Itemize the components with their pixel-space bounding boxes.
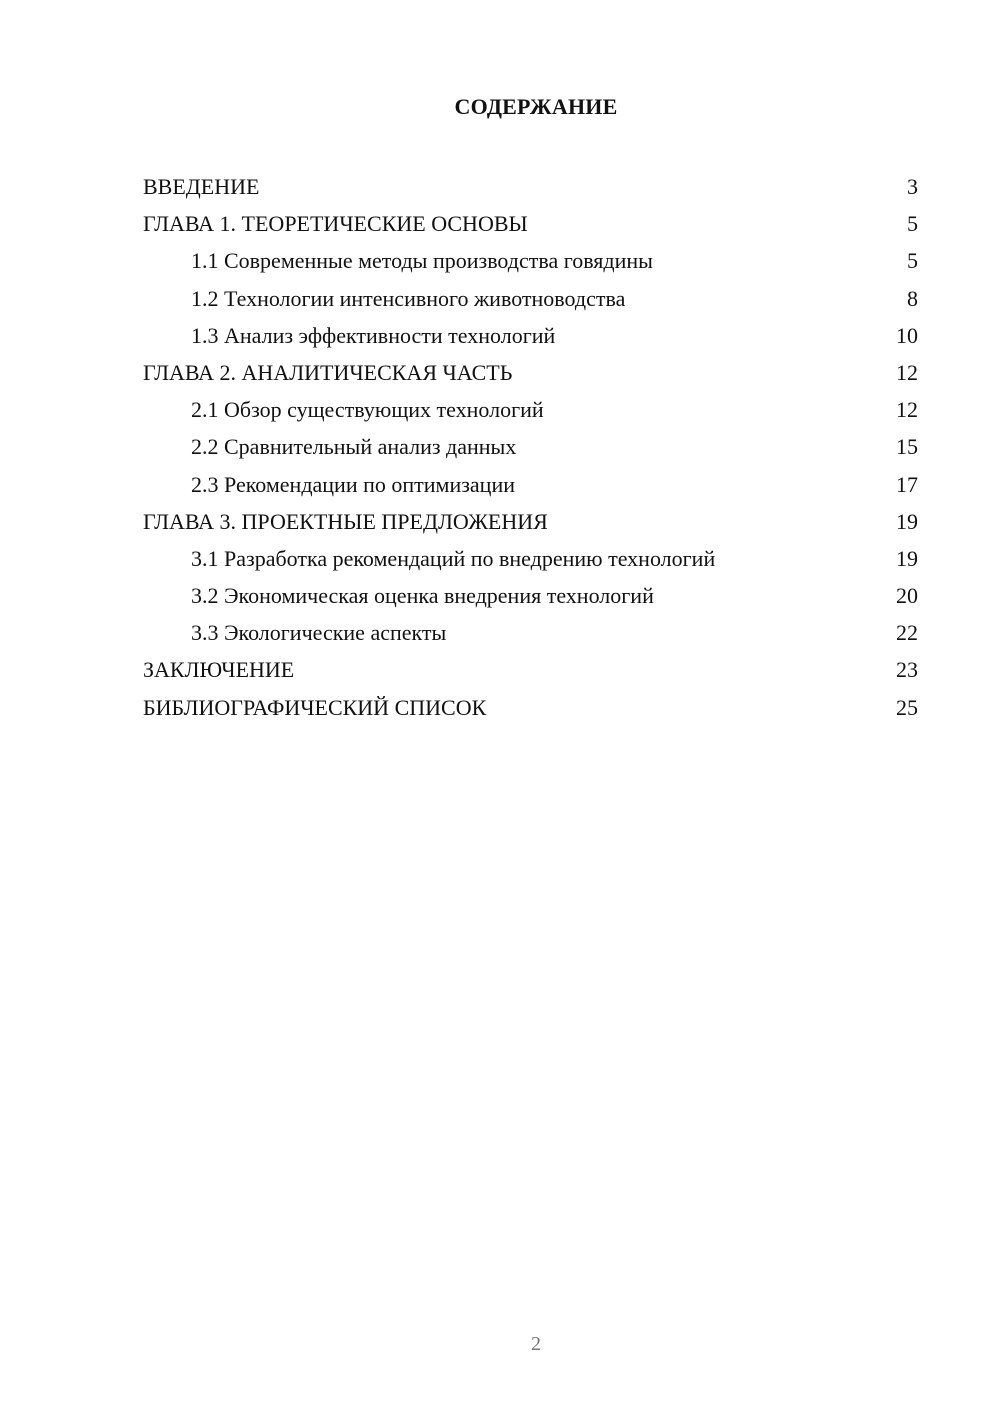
toc-entry-label: ГЛАВА 3. ПРОЕКТНЫЕ ПРЕДЛОЖЕНИЯ	[143, 508, 548, 534]
toc-entry-section-3-3[interactable]	[143, 614, 918, 651]
toc-entry-label: 2.3 Рекомендации по оптимизации	[191, 471, 516, 497]
toc-entry-label: ВВЕДЕНИЕ	[143, 174, 260, 199]
page-title: СОДЕРЖАНИЕ	[454, 94, 618, 119]
toc-entry-bibliography[interactable]	[143, 689, 918, 726]
toc-entry-section-3-1[interactable]	[143, 540, 918, 577]
toc-entry-page: 20	[896, 583, 918, 609]
toc-entry-page: 12	[896, 397, 918, 423]
toc-entry-label: ГЛАВА 2. АНАЛИТИЧЕСКАЯ ЧАСТЬ	[143, 359, 513, 385]
toc-entry-section-2-2[interactable]	[143, 428, 918, 465]
toc-entry-introduction[interactable]	[143, 168, 918, 205]
toc-entry-page: 15	[896, 434, 918, 460]
toc-entry-page: 12	[896, 359, 918, 385]
toc-entry-page: 5	[907, 248, 918, 274]
toc-entry-page: 19	[896, 508, 918, 534]
toc-entry-label: 1.3 Анализ эффективности технологий	[191, 322, 556, 348]
toc-entry-label: 3.2 Экономическая оценка внедрения технологий	[191, 583, 654, 609]
toc-entry-page: 10	[896, 322, 918, 348]
toc-entry-label: ГЛАВА 1. ТЕОРЕТИЧЕСКИЕ ОСНОВЫ	[143, 211, 528, 237]
toc-entry-section-3-2[interactable]	[143, 577, 918, 614]
toc-entry-section-2-1[interactable]	[143, 391, 918, 428]
toc-entry-label: ЗАКЛЮЧЕНИЕ	[143, 657, 295, 683]
toc-entry-section-2-3[interactable]	[143, 466, 918, 503]
toc-entry-chapter-3[interactable]	[143, 503, 918, 540]
table-of-contents	[143, 168, 918, 726]
toc-entry-page: 23	[896, 657, 918, 683]
toc-entry-section-1-3[interactable]	[143, 317, 918, 354]
toc-entry-chapter-1[interactable]	[143, 205, 918, 242]
toc-entry-section-1-2[interactable]	[143, 280, 918, 317]
toc-entry-section-1-1[interactable]	[143, 242, 918, 279]
toc-entry-page: 19	[896, 545, 918, 571]
toc-entry-conclusion[interactable]	[143, 651, 918, 688]
toc-entry-label: 2.1 Обзор существующих технологий	[191, 397, 544, 423]
toc-entry-chapter-2[interactable]	[143, 354, 918, 391]
toc-entry-page: 17	[896, 471, 918, 497]
toc-entry-label: 3.1 Разработка рекомендаций по внедрению технологий	[191, 545, 716, 571]
toc-entry-label: 3.3 Экологические аспекты	[191, 620, 447, 646]
toc-entry-label: БИБЛИОГРАФИЧЕСКИЙ СПИСОК	[143, 694, 487, 720]
toc-entry-label: 1.2 Технологии интенсивного животноводства	[191, 285, 626, 311]
toc-entry-page: 8	[907, 285, 918, 311]
toc-entry-page: 22	[896, 620, 918, 646]
page-number: 2	[531, 1333, 541, 1355]
toc-entry-page: 25	[896, 694, 918, 720]
toc-entry-page: 5	[907, 211, 918, 237]
toc-entry-page: 3	[907, 174, 918, 199]
toc-entry-label: 1.1 Современные методы производства говядины	[191, 248, 653, 274]
toc-entry-label: 2.2 Сравнительный анализ данных	[191, 434, 517, 460]
